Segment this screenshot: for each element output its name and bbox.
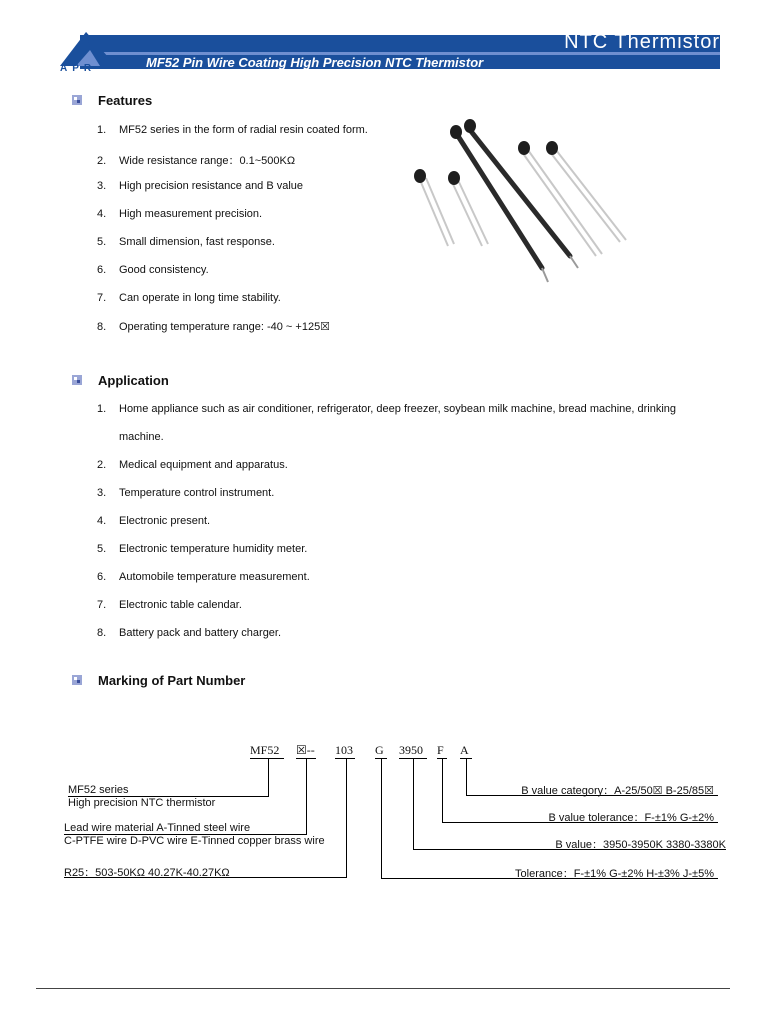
label-b-category: B value category：A-25/50☒ B-25/85☒ xyxy=(521,785,714,797)
list-text: Electronic temperature humidity meter. xyxy=(119,543,308,555)
thermistor-product-image xyxy=(400,118,640,288)
part-code-b-value: 3950 xyxy=(399,743,423,757)
footer-rule xyxy=(36,988,730,989)
list-item xyxy=(97,627,281,639)
list-text: Small dimension, fast response. xyxy=(119,236,275,248)
list-text: Good consistency. xyxy=(119,264,209,276)
section-bullet-icon xyxy=(72,95,82,105)
connector-line xyxy=(381,759,382,878)
list-text: Can operate in long time stability. xyxy=(119,292,281,304)
list-number: 4. xyxy=(97,208,107,220)
list-item xyxy=(97,292,281,304)
list-item xyxy=(97,208,262,220)
list-item xyxy=(97,571,310,583)
list-text: Automobile temperature measurement. xyxy=(119,571,310,583)
list-number: 7. xyxy=(97,599,107,611)
list-text: Operating temperature range: -40 ~ +125☒ xyxy=(119,321,331,333)
label-series: MF52 series xyxy=(68,784,129,796)
list-number: 7. xyxy=(97,292,107,304)
label-b-tolerance: B value tolerance：F-±1% G-±2% xyxy=(548,812,714,824)
list-number: 2. xyxy=(97,459,107,471)
list-text: Electronic present. xyxy=(119,515,211,527)
header-subtitle: MF52 Pin Wire Coating High Precision NTC Thermistor xyxy=(146,55,484,70)
label-lead-wire: Lead wire material A-Tinned steel wire xyxy=(64,822,251,834)
marking-heading: Marking of Part Number xyxy=(98,673,246,688)
part-code-b-tolerance: F xyxy=(437,743,444,757)
list-number: 2. xyxy=(97,155,107,167)
code-underline xyxy=(250,758,284,759)
section-bullet-icon xyxy=(72,675,82,685)
part-code-r25: 103 xyxy=(335,743,353,757)
list-text: Wide resistance range：0.1~500KΩ xyxy=(119,155,296,167)
list-item xyxy=(97,152,295,168)
list-item xyxy=(97,124,368,136)
list-item xyxy=(97,599,242,611)
header-title: NTC Thermistor xyxy=(564,31,720,53)
list-text: MF52 series in the form of radial resin coated form. xyxy=(119,124,368,136)
list-text: High measurement precision. xyxy=(119,208,263,220)
list-item xyxy=(97,236,275,248)
list-number: 5. xyxy=(97,236,107,248)
connector-line xyxy=(413,759,414,849)
list-number: 4. xyxy=(97,515,107,527)
list-number: 8. xyxy=(97,627,107,639)
list-text: Electronic table calendar. xyxy=(119,599,242,611)
part-code-series: MF52 xyxy=(250,743,280,757)
logo-text: APR xyxy=(60,63,97,74)
label-lead-wire-options: C-PTFE wire D-PVC wire E-Tinned copper brass wire xyxy=(64,835,325,847)
list-number: 3. xyxy=(97,487,107,499)
list-item xyxy=(97,320,330,333)
connector-line xyxy=(306,759,307,834)
list-text: Home appliance such as air conditioner, refrigerator, deep freezer, soybean milk machine, bread machine, drinking xyxy=(119,403,677,415)
connector-line xyxy=(346,759,347,877)
list-number: 5. xyxy=(97,543,107,555)
list-item-continuation: machine. xyxy=(119,431,164,443)
list-number: 1. xyxy=(97,124,107,136)
list-item xyxy=(97,459,288,471)
code-underline xyxy=(335,758,355,759)
list-item xyxy=(97,180,303,192)
list-item xyxy=(97,543,307,555)
list-text: High precision resistance and B value xyxy=(119,180,304,192)
list-number: 8. xyxy=(97,321,107,333)
part-code-lead: ☒-- xyxy=(296,743,315,757)
list-text: Medical equipment and apparatus. xyxy=(119,459,288,471)
label-tolerance: Tolerance：F-±1% G-±2% H-±3% J-±5% xyxy=(515,868,714,880)
list-text: Battery pack and battery charger. xyxy=(119,627,282,639)
list-item xyxy=(97,264,209,276)
part-code-b-category: A xyxy=(460,743,469,757)
label-r25: R25：503-50KΩ 40.27K-40.27KΩ xyxy=(64,867,230,879)
list-number: 6. xyxy=(97,571,107,583)
list-number: 3. xyxy=(97,180,107,192)
label-series-desc: High precision NTC thermistor xyxy=(68,797,216,809)
label-b-value: B value：3950-3950K 3380-3380K xyxy=(555,839,726,851)
list-text: Temperature control instrument. xyxy=(119,487,275,499)
application-heading: Application xyxy=(98,373,169,388)
list-item xyxy=(97,515,210,527)
list-number: 1. xyxy=(97,403,107,415)
list-item xyxy=(97,487,274,499)
features-heading: Features xyxy=(98,93,153,108)
list-item xyxy=(97,403,676,415)
connector-line xyxy=(268,759,269,796)
section-bullet-icon xyxy=(72,375,82,385)
list-number: 6. xyxy=(97,264,107,276)
connector-line xyxy=(442,759,443,822)
part-code-tolerance: G xyxy=(375,743,384,757)
connector-line xyxy=(466,759,467,795)
